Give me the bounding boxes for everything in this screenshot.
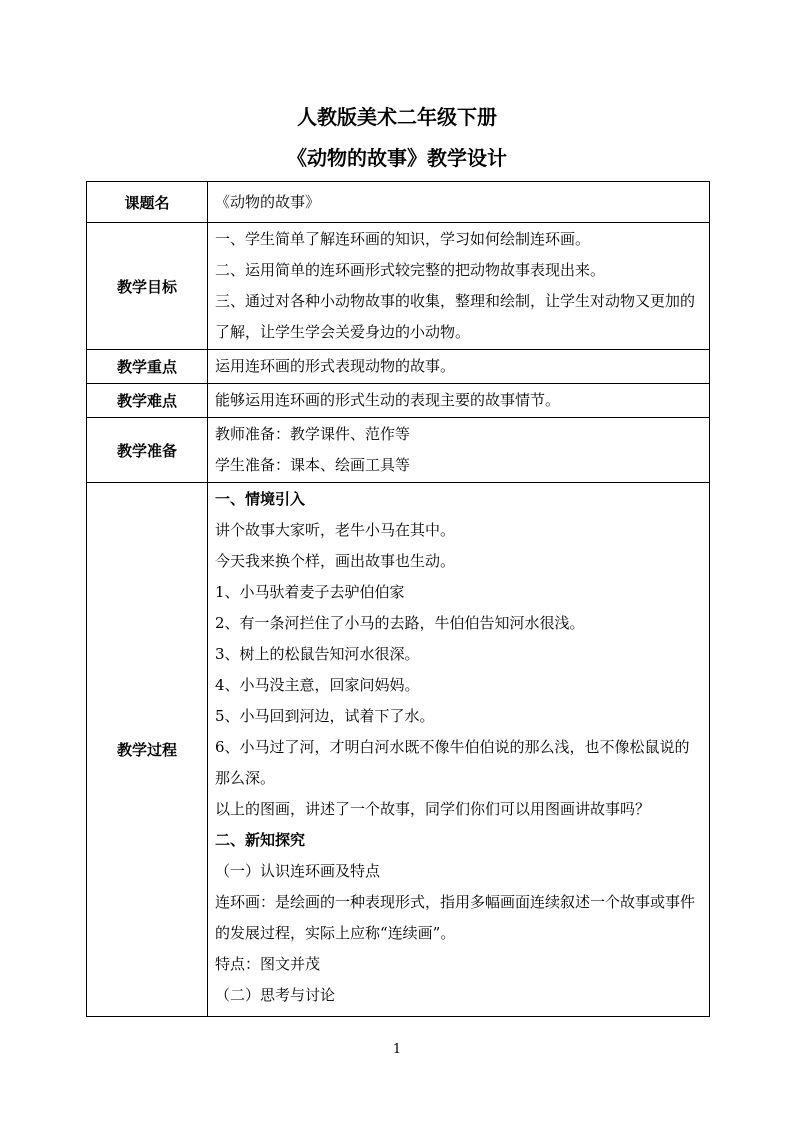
intro-line-8: 6、小马过了河，才明白河水既不像牛伯伯说的那么浅，也不像松鼠说的那么深。 (215, 738, 690, 787)
label-preparation: 教学准备 (87, 418, 208, 483)
goal-line-3: 三、通过对各种小动物故事的收集，整理和绘制，让学生对动物又更加的了解，让学生学会关爱身边的小动物。 (215, 292, 696, 341)
section-title-explore: 二、新知探究 (215, 831, 306, 849)
explore-line-4: （二）思考与讨论 (215, 986, 336, 1004)
intro-line-4: 2、有一条河拦住了小马的去路，牛伯伯告知河水很浅。 (215, 614, 585, 632)
table-row-preparation (87, 418, 710, 483)
intro-line-2: 今天我来换个样，画出故事也生动。 (215, 552, 456, 570)
table-row-topic (87, 182, 710, 223)
preparation-student: 学生准备：课本、绘画工具等 (215, 456, 411, 474)
explore-line-1: （一）认识连环画及特点 (215, 862, 381, 880)
table-row-process (87, 483, 710, 1017)
table-row-goals (87, 223, 710, 350)
goal-line-2: 二、运用简单的连环画形式较完整的把动物故事表现出来。 (215, 261, 606, 279)
value-topic (208, 182, 710, 223)
label-process: 教学过程 (87, 483, 208, 1017)
value-difficulty (208, 384, 710, 418)
label-focus: 教学重点 (87, 350, 208, 384)
label-topic: 课题名 (87, 182, 208, 223)
document-title-line2: 《动物的故事》教学设计 (287, 146, 507, 170)
preparation-teacher: 教师准备：教学课件、范作等 (215, 425, 411, 443)
value-preparation (208, 418, 710, 483)
label-difficulty: 教学难点 (87, 384, 208, 418)
section-title-intro: 一、情境引入 (215, 490, 306, 508)
intro-line-7: 5、小马回到河边，试着下了水。 (215, 707, 435, 725)
table-row-focus (87, 350, 710, 384)
focus-text: 运用连环画的形式表现动物的故事。 (215, 357, 456, 375)
intro-line-6: 4、小马没主意，回家问妈妈。 (215, 676, 420, 694)
label-goals: 教学目标 (87, 223, 208, 350)
goal-line-1: 一、学生简单了解连环画的知识，学习如何绘制连环画。 (215, 230, 591, 248)
intro-line-5: 3、树上的松鼠告知河水很深。 (215, 645, 420, 663)
table-row-difficulty (87, 384, 710, 418)
value-focus (208, 350, 710, 384)
explore-line-3: 特点：图文并茂 (215, 955, 321, 973)
intro-line-1: 讲个故事大家听，老牛小马在其中。 (215, 521, 456, 539)
page-number: 1 (392, 1042, 402, 1057)
intro-line-3: 1、小马驮着麦子去驴伯伯家 (215, 583, 405, 601)
intro-line-9: 以上的图画，讲述了一个故事，同学们你们可以用图画讲故事吗？ (215, 800, 651, 818)
explore-line-2: 连环画：是绘画的一种表现形式，指用多幅画面连续叙述一个故事或事件的发展过程，实际上应称“连续画”。 (215, 893, 696, 942)
document-title-line1: 人教版美术二年级下册 (297, 105, 497, 129)
value-process (208, 483, 710, 1017)
lesson-plan-table (86, 181, 710, 1017)
difficulty-text: 能够运用连环画的形式生动的表现主要的故事情节。 (215, 391, 561, 409)
topic-text: 《动物的故事》 (215, 192, 321, 211)
value-goals (208, 223, 710, 350)
